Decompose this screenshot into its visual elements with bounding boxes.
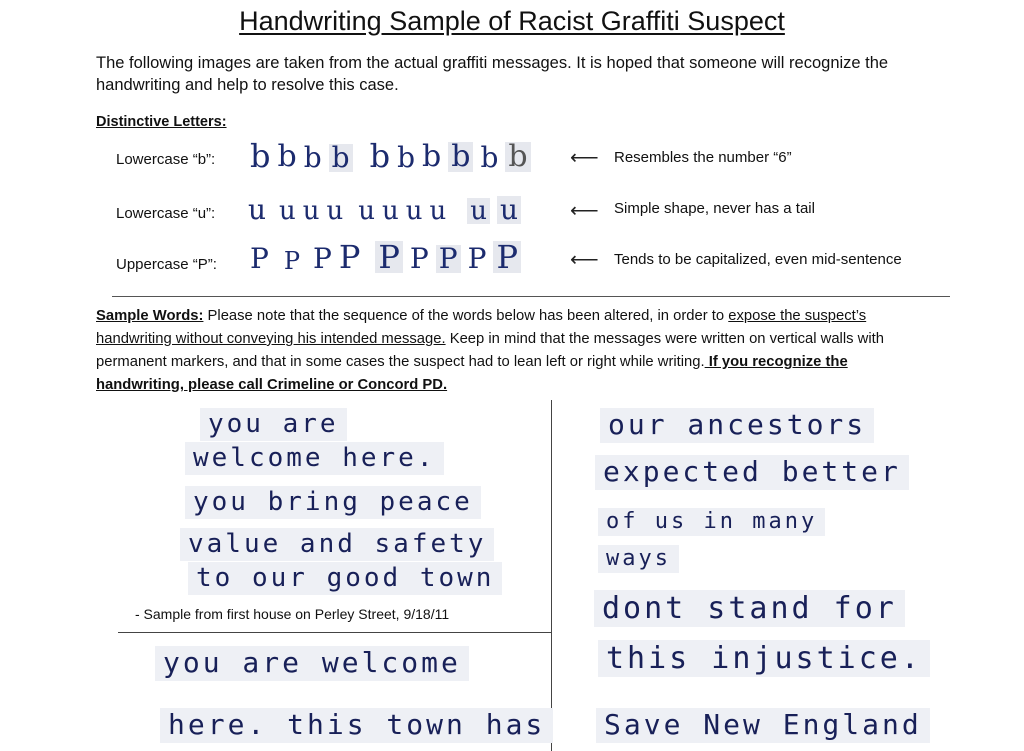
handwriting-line: value and safety (180, 528, 494, 561)
glyph-samples-p (250, 238, 521, 276)
arrow-icon: ⟵ (570, 200, 599, 222)
glyph-sample: P (375, 241, 403, 273)
glyph-sample: P (467, 242, 487, 275)
glyph-sample: P (493, 241, 521, 273)
glyph-sample: u (429, 196, 447, 226)
handwriting-line: you bring peace (185, 486, 481, 519)
divider (551, 400, 552, 751)
glyph-sample: b (422, 139, 442, 174)
arrow-icon: ⟵ (570, 147, 599, 169)
glyph-sample: u (497, 196, 521, 224)
sample-caption: - Sample from first house on Perley Street, 9/18/11 (135, 606, 450, 622)
handwriting-line: to our good town (188, 562, 502, 595)
handwriting-line: our ancestors (600, 408, 874, 443)
row-label-uppercase-p: Uppercase “P”: (116, 256, 217, 273)
glyph-sample: P (338, 238, 361, 276)
divider (118, 632, 551, 633)
glyph-sample: b (505, 142, 530, 172)
glyph-sample: b (277, 139, 297, 174)
glyph-sample: b (303, 141, 322, 174)
row-label-lowercase-u: Lowercase “u”: (116, 205, 216, 222)
glyph-sample: u (326, 196, 344, 226)
handwriting-line: dont stand for (594, 590, 905, 627)
handwriting-line: welcome here. (185, 442, 444, 475)
glyph-sample: b (480, 141, 499, 174)
handwriting-line: of us in many (598, 508, 825, 536)
glyph-sample: P (436, 245, 461, 273)
handwriting-line: this injustice. (598, 640, 930, 677)
note-lowercase-u: Simple shape, never has a tail (614, 200, 815, 217)
row-label-lowercase-b: Lowercase “b”: (116, 151, 216, 168)
handwriting-line: here. this town has (160, 708, 553, 743)
handwriting-line: you are (200, 408, 347, 441)
glyph-sample: b (397, 141, 415, 174)
glyph-sample: u (279, 196, 296, 226)
sample-words-underlined: expose the suspect’s handwriting without conveying his intended message. (96, 308, 867, 347)
handwriting-line: expected better (595, 455, 909, 490)
page-title: Handwriting Sample of Racist Graffiti Suspect (239, 6, 785, 36)
glyph-sample: b (250, 137, 271, 175)
glyph-sample: b (448, 142, 473, 172)
sample-words-paragraph (96, 305, 926, 397)
glyph-sample: u (382, 196, 399, 226)
glyph-sample: P (409, 242, 429, 275)
glyph-sample: b (369, 137, 391, 175)
glyph-sample: u (358, 196, 376, 226)
note-uppercase-p: Tends to be capitalized, even mid-sentence (614, 251, 902, 268)
handwriting-line: ways (598, 545, 679, 573)
sample-words-text: Keep in mind that the messages were written on vertical walls with permanent markers, and that in some cases the suspect had to lean left or right while writing. (96, 331, 884, 370)
glyph-samples-u (248, 193, 521, 226)
glyph-sample: P (250, 242, 269, 275)
sample-words-call-to-action: If you recognize the handwriting, please call Crimeline or Concord PD. (96, 354, 848, 393)
glyph-sample: u (467, 198, 490, 224)
glyph-sample: P (283, 247, 300, 275)
handwriting-line: Save New England (596, 708, 930, 743)
glyph-sample: u (302, 196, 320, 226)
handwriting-line: you are welcome (155, 646, 469, 681)
glyph-sample: u (248, 193, 267, 226)
glyph-samples-b (250, 137, 531, 175)
glyph-sample: b (329, 144, 353, 172)
divider (112, 296, 950, 297)
sample-words-heading: Sample Words: (96, 308, 204, 324)
arrow-icon: ⟵ (570, 249, 599, 271)
intro-text: The following images are taken from the actual graffiti messages. It is hoped that someone will recognize the handwriting and help to resolve this case. (96, 54, 889, 94)
glyph-sample: P (313, 242, 332, 275)
sample-words-text: Please note that the sequence of the words below has been altered, in order to (203, 308, 729, 324)
glyph-sample: u (405, 196, 423, 226)
distinctive-letters-heading: Distinctive Letters: (96, 114, 227, 130)
note-lowercase-b: Resembles the number “6” (614, 149, 792, 166)
